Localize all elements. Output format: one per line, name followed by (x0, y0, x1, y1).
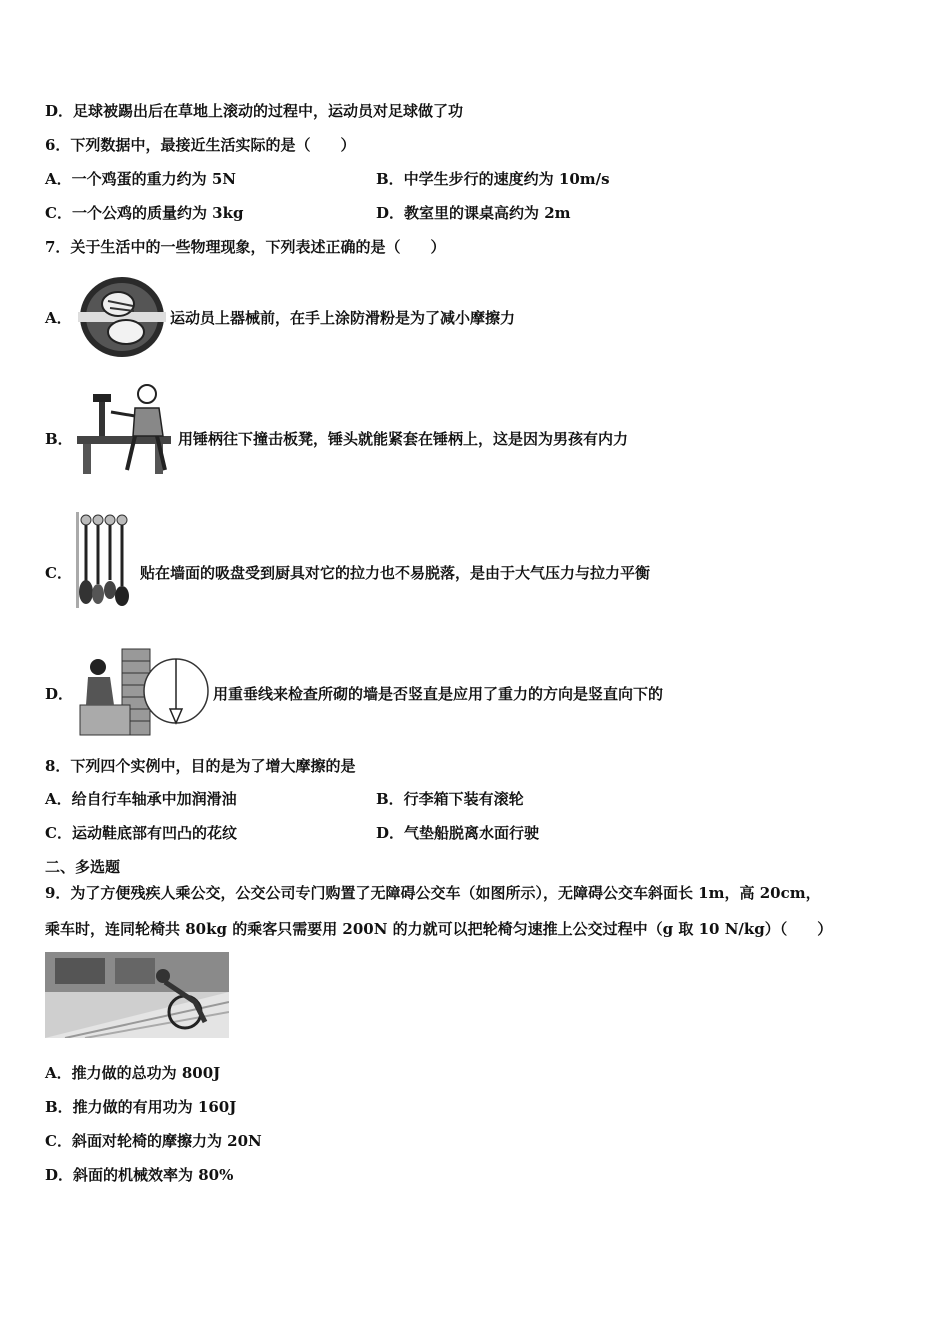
q9-option-c: C．斜面对轮椅的摩擦力为 20N (45, 1132, 262, 1150)
q6-option-b: B．中学生步行的速度约为 10m/s (376, 170, 610, 188)
plumb-line-wall-image (76, 645, 210, 737)
q8-option-d: D．气垫船脱离水面行驶 (376, 824, 540, 842)
q9-option-b: B．推力做的有用功为 160J (45, 1098, 237, 1116)
q9-stem-line2: 乘车时，连同轮椅共 80kg 的乘客只需要用 200N 的力就可以把轮椅匀速推上公交过程中（g 取 10 N/kg）（ ） (45, 920, 833, 938)
boy-hammer-bench-image (75, 380, 175, 476)
q8-option-c: C．运动鞋底部有凹凸的花纹 (45, 824, 237, 842)
q6-option-d: D．教室里的课桌高约为 2m (376, 204, 571, 222)
q6-option-a: A．一个鸡蛋的重力约为 5N (45, 170, 237, 188)
q6-stem: 6．下列数据中，最接近生活实际的是（ ） (45, 136, 356, 154)
suction-hooks-utensils-image (76, 512, 136, 608)
q7-option-b-label: B． (45, 430, 73, 448)
gymnast-hands-image (78, 276, 166, 358)
q7-stem: 7．关于生活中的一些物理现象，下列表述正确的是（ ） (45, 238, 446, 256)
q7-option-a-label: A． (45, 309, 72, 327)
q8-option-b: B．行李箱下装有滚轮 (376, 790, 524, 808)
q7-option-c-label: C． (45, 564, 72, 582)
accessible-bus-ramp-image (45, 952, 229, 1038)
q7-option-b-text: 用锤柄往下撞击板凳，锤头就能紧套在锤柄上，这是因为男孩有内力 (178, 430, 629, 448)
q7-option-d-label: D． (45, 685, 74, 703)
q6-option-c: C．一个公鸡的质量约为 3kg (45, 204, 244, 222)
q7-option-c-text: 贴在墙面的吸盘受到厨具对它的拉力也不易脱落，是由于大气压力与拉力平衡 (140, 564, 651, 582)
q9-stem-line1: 9．为了方便残疾人乘公交，公交公司专门购置了无障碍公交车（如图所示），无障碍公交车斜面长 1m，高 20cm， (45, 884, 821, 902)
q9-option-d: D．斜面的机械效率为 80% (45, 1166, 234, 1184)
q8-option-a: A．给自行车轴承中加润滑油 (45, 790, 237, 808)
q9-option-a: A．推力做的总功为 800J (45, 1064, 221, 1082)
q7-option-a-text: 运动员上器械前，在手上涂防滑粉是为了减小摩擦力 (170, 309, 516, 327)
section-title: 二、多选题 (45, 858, 121, 876)
q5-option-d: D．足球被踢出后在草地上滚动的过程中，运动员对足球做了功 (45, 102, 464, 120)
q7-option-d-text: 用重垂线来检查所砌的墙是否竖直是应用了重力的方向是竖直向下的 (213, 685, 664, 703)
q8-stem: 8．下列四个实例中，目的是为了增大摩擦的是 (45, 757, 356, 775)
